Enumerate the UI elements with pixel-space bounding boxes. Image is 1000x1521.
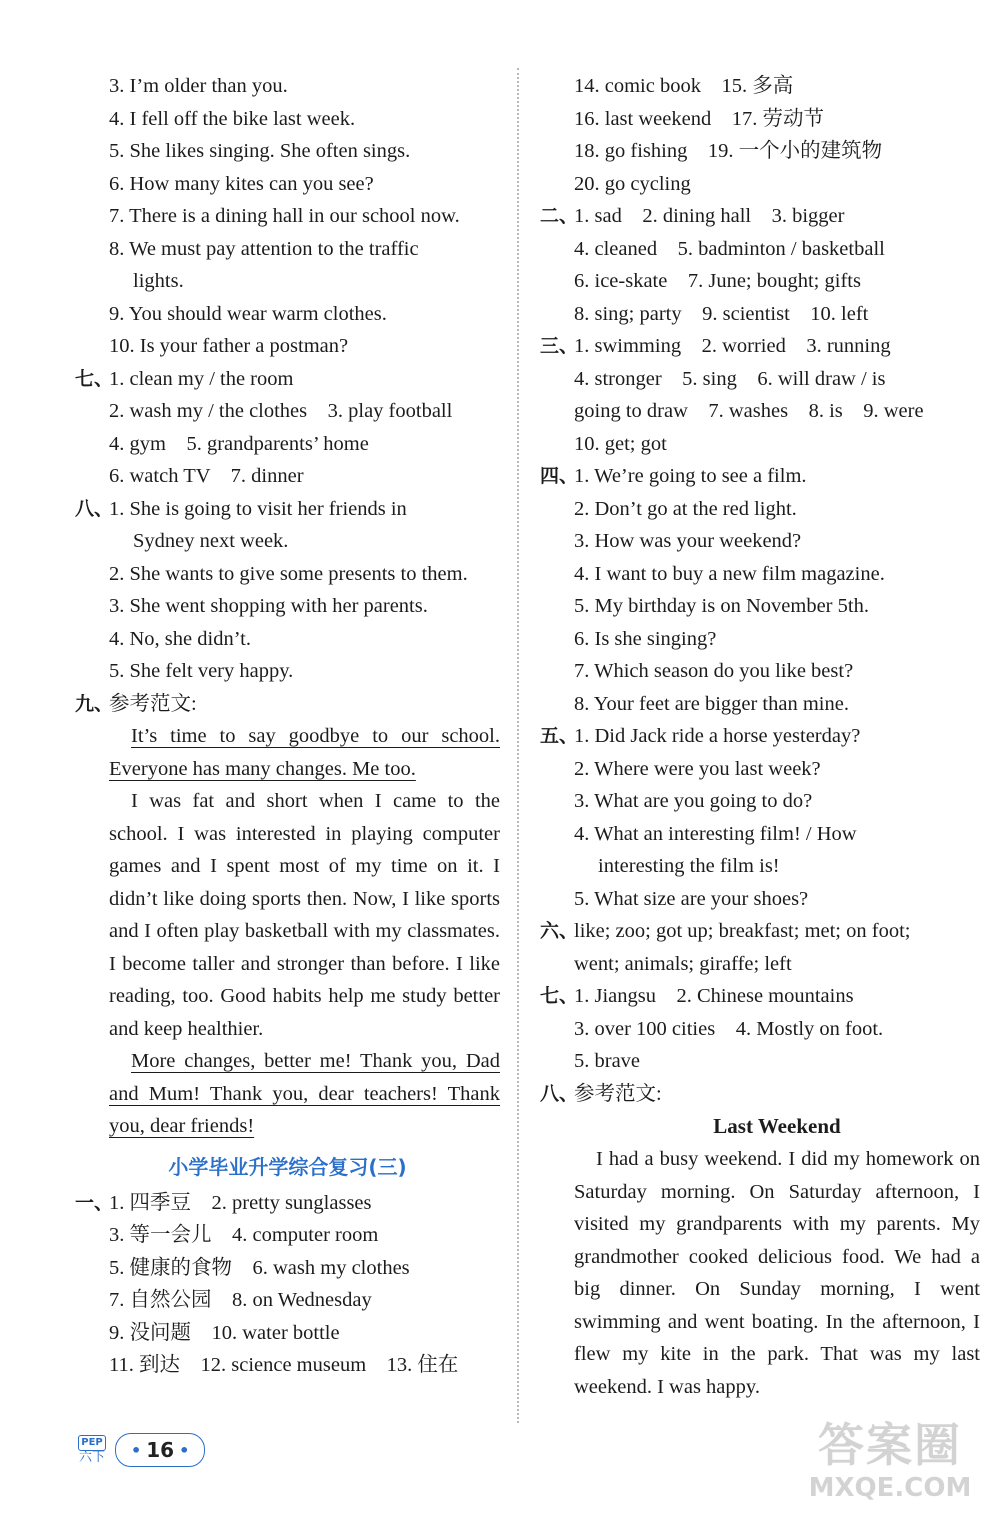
answer-text: 16. last weekend 17. 劳动节: [574, 107, 824, 130]
answer-text: 3. She went shopping with her parents.: [109, 595, 428, 617]
answer-text: 3. How was your weekend?: [574, 530, 802, 552]
answer-line: [75, 395, 500, 428]
dot-icon: •: [179, 1440, 190, 1460]
answer-line: [540, 948, 980, 981]
answer-line: [75, 623, 500, 656]
watermark-logo: [790, 1418, 990, 1513]
answer-text: 8. We must pay attention to the traffic: [109, 237, 419, 260]
page-footer: [75, 1432, 205, 1468]
answer-line: [540, 980, 980, 1013]
essay-body: I had a busy weekend. I did my homework on Saturday morning. On Saturday afternoon, I visited my grandparents with my parents. My grandmother cooked delicious food. We had a big dinner. On Sunday morning, I went swimming and went boating. In the afternoon, I flew my kite in the park. That was my last weekend. I was happy.: [574, 1148, 980, 1398]
answer-line: [540, 1045, 980, 1078]
answer-line: [540, 298, 980, 331]
answer-line: [75, 590, 500, 623]
answer-line: [540, 493, 980, 526]
answer-line: [75, 558, 500, 591]
answer-text: 14. comic book 15. 多高: [574, 75, 794, 97]
answer-line: [75, 1284, 500, 1317]
answer-text: 3. What are you going to do?: [574, 790, 813, 812]
answer-line: [540, 460, 980, 493]
answer-text: 4. I fell off the bike last week.: [109, 107, 356, 130]
answer-line: [540, 655, 980, 688]
answer-text: 5. My birthday is on November 5th.: [574, 595, 869, 617]
answer-text: 10. Is your father a postman?: [109, 335, 349, 357]
answer-text: went; animals; giraffe; left: [574, 952, 792, 975]
pep-badge: [75, 1432, 109, 1468]
answer-line: [540, 1078, 980, 1111]
answer-text: 6. Is she singing?: [574, 627, 717, 650]
watermark-url: MXQE.COM: [808, 1473, 972, 1503]
answer-text: 2. She wants to give some presents to them.: [109, 562, 468, 585]
answer-line: [75, 330, 500, 363]
answer-line: [75, 200, 500, 233]
answer-text: like; zoo; got up; breakfast; met; on foot;: [574, 920, 911, 942]
answer-text: 4. No, she didn’t.: [109, 627, 251, 650]
answer-text: 8. Your feet are bigger than mine.: [574, 692, 849, 715]
answer-text: 1. Did Jack ride a horse yesterday?: [574, 725, 861, 747]
answer-line: [540, 883, 980, 916]
answer-text: 5. brave: [574, 1050, 641, 1072]
answer-line: [75, 168, 500, 201]
answer-text: 参考范文:: [109, 692, 197, 715]
answer-text: 8. sing; party 9. scientist 10. left: [574, 302, 869, 325]
answer-text: 4. I want to buy a new film magazine.: [574, 562, 885, 585]
answer-line: [540, 1013, 980, 1046]
answer-line: [75, 655, 500, 688]
answer-text: 5. She felt very happy.: [109, 660, 294, 682]
answer-text: 6. watch TV 7. dinner: [109, 465, 304, 487]
answer-text: interesting the film is!: [598, 855, 780, 877]
answer-text: 7. 自然公园 8. on Wednesday: [109, 1289, 372, 1311]
answer-line: [540, 525, 980, 558]
question-number: 二、: [540, 205, 579, 227]
answer-line: [540, 233, 980, 266]
answer-text: 1. Jiangsu 2. Chinese mountains: [574, 985, 854, 1007]
section-title: 小学毕业升学综合复习(三): [168, 1154, 407, 1179]
essay-paragraph-2: I was fat and short when I came to the school. I was interested in playing computer games and I spent most of my time on it. I didn’t like doing sports then. Now, I like sports and I often play basketball with my classmates. I become taller and stronger than before. I like reading, too. Good habits help me study better and keep healthier.: [109, 790, 500, 1040]
question-number: 四、: [540, 465, 579, 487]
page-number: 16: [146, 1438, 175, 1462]
answer-line: [540, 395, 980, 428]
answer-line: [75, 103, 500, 136]
answer-text: 7. There is a dining hall in our school now.: [109, 205, 460, 227]
answer-text: 11. 到达 12. science museum 13. 住在: [109, 1354, 459, 1376]
answer-line: [540, 818, 980, 851]
question-number: 六、: [540, 920, 579, 942]
answer-text: 5. 健康的食物 6. wash my clothes: [109, 1256, 410, 1279]
answer-text: 参考范文:: [574, 1082, 662, 1105]
question-number: 七、: [75, 367, 114, 390]
answer-line: [75, 1349, 500, 1382]
answer-text: lights.: [133, 270, 184, 292]
question-number: 七、: [540, 985, 579, 1007]
answer-line: [540, 590, 980, 623]
left-essay: [75, 720, 500, 1143]
answer-line: [75, 688, 500, 721]
answer-line: [75, 1219, 500, 1252]
answer-text: Sydney next week.: [133, 530, 289, 552]
answer-text: 5. What size are your shoes?: [574, 887, 809, 910]
answer-line: [540, 265, 980, 298]
essay-paragraph-1: It’s time to say goodbye to our school. Everyone has many changes. Me too.: [109, 725, 500, 780]
answer-line: [75, 1252, 500, 1285]
answer-line: [540, 200, 980, 233]
answer-text: 1. sad 2. dining hall 3. bigger: [574, 205, 845, 227]
answer-line: [540, 428, 980, 461]
answer-text: going to draw 7. washes 8. is 9. were: [574, 400, 924, 422]
answer-text: 1. clean my / the room: [109, 367, 294, 390]
left-column: [75, 70, 500, 1382]
answer-text: 10. get; got: [574, 432, 667, 455]
question-number: 一、: [75, 1191, 114, 1214]
right-column: [540, 70, 980, 1403]
answer-line: [75, 525, 500, 558]
answer-text: 1. We’re going to see a film.: [574, 465, 807, 487]
column-divider: [517, 68, 519, 1423]
answer-line: [540, 363, 980, 396]
answer-text: 1. swimming 2. worried 3. running: [574, 335, 891, 357]
answer-text: 9. You should wear warm clothes.: [109, 302, 387, 325]
answer-text: 4. gym 5. grandparents’ home: [109, 432, 369, 455]
dot-icon: •: [131, 1440, 142, 1460]
answer-text: 20. go cycling: [574, 172, 691, 195]
left-answer-lines: [75, 70, 500, 720]
answer-text: 2. Don’t go at the red light.: [574, 497, 797, 520]
answer-text: 3. over 100 cities 4. Mostly on foot.: [574, 1017, 884, 1040]
answer-line: [540, 330, 980, 363]
answer-line: [540, 70, 980, 103]
answer-line: [540, 850, 980, 883]
answer-line: [75, 363, 500, 396]
answer-line: [75, 1317, 500, 1350]
essay-paragraph-3: More changes, better me! Thank you, Dad and Mum! Thank you, dear teachers! Thank you, dear friends!: [109, 1050, 500, 1137]
answer-line: [540, 688, 980, 721]
question-number: 八、: [540, 1082, 579, 1105]
answer-line: [540, 753, 980, 786]
answer-line: [75, 493, 500, 526]
answer-line: [540, 623, 980, 656]
answer-text: 2. Where were you last week?: [574, 757, 821, 780]
answer-line: [75, 265, 500, 298]
answer-line: [540, 168, 980, 201]
answer-text: 18. go fishing 19. 一个小的建筑物: [574, 140, 883, 162]
essay-title: Last Weekend: [713, 1114, 841, 1138]
answer-line: [540, 915, 980, 948]
answer-text: 4. stronger 5. sing 6. will draw / is: [574, 367, 886, 390]
answer-line: [75, 70, 500, 103]
answer-text: 3. I’m older than you.: [109, 75, 288, 97]
grade-label: 六下: [78, 1450, 105, 1465]
answer-text: 6. ice-skate 7. June; bought; gifts: [574, 270, 861, 292]
answer-text: 4. cleaned 5. badminton / basketball: [574, 237, 885, 260]
answer-text: 3. 等一会儿 4. computer room: [109, 1224, 379, 1246]
answer-line: [75, 233, 500, 266]
question-number: 五、: [540, 725, 579, 747]
answer-line: [540, 785, 980, 818]
answer-text: 4. What an interesting film! / How: [574, 822, 857, 845]
answer-line: [75, 1187, 500, 1220]
question-number: 八、: [75, 497, 114, 520]
answer-line: [75, 428, 500, 461]
right-essay: [540, 1110, 980, 1403]
answer-text: 1. She is going to visit her friends in: [109, 497, 407, 520]
question-number: 三、: [540, 335, 579, 357]
answer-text: 6. How many kites can you see?: [109, 172, 374, 195]
answer-text: 5. She likes singing. She often sings.: [109, 140, 411, 162]
watermark-text: 答案圈: [818, 1418, 962, 1472]
right-answer-lines: [540, 70, 980, 1110]
answer-line: [75, 135, 500, 168]
pep-label: PEP: [78, 1435, 106, 1451]
question-number: 九、: [75, 692, 114, 715]
answer-text: 2. wash my / the clothes 3. play football: [109, 400, 453, 422]
answer-line: [540, 135, 980, 168]
answer-line: [75, 298, 500, 331]
answer-text: 9. 没问题 10. water bottle: [109, 1321, 340, 1344]
answer-line: [540, 103, 980, 136]
answer-line: [540, 720, 980, 753]
answer-line: [540, 558, 980, 591]
answer-text: 1. 四季豆 2. pretty sunglasses: [109, 1191, 372, 1214]
page-number-pill: [115, 1433, 205, 1467]
answer-text: 7. Which season do you like best?: [574, 660, 854, 682]
answer-line: [75, 460, 500, 493]
left-review-lines: [75, 1187, 500, 1382]
